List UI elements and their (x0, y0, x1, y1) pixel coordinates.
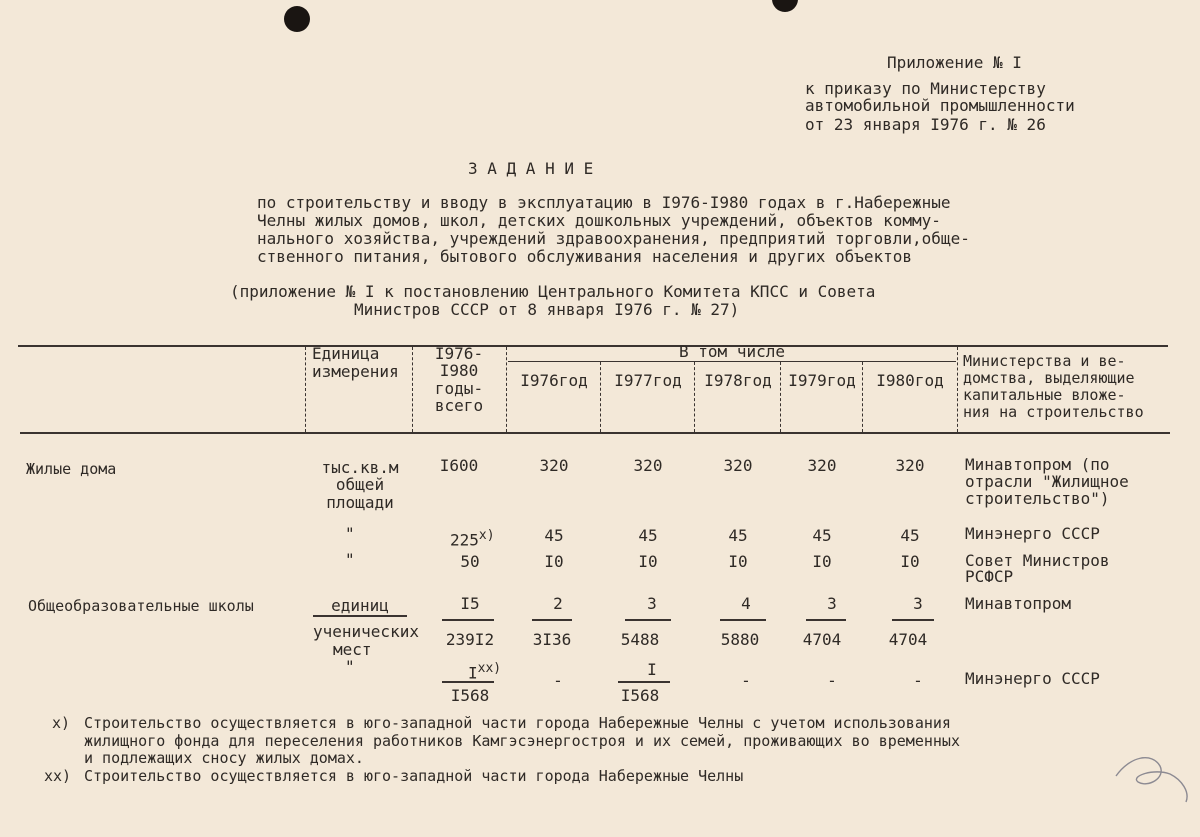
footnote-ref: xx) (477, 661, 502, 676)
document-heading: З А Д А Н И Е (468, 159, 594, 178)
ministry-header: ния на строительство (963, 403, 1144, 421)
year-cell: 4704 (888, 630, 928, 649)
column-divider (600, 362, 601, 432)
column-divider (305, 347, 306, 432)
year-cell: 3 (647, 594, 657, 613)
year-cell: 3I36 (532, 630, 572, 649)
total-cell: 239I2 (445, 630, 495, 649)
order-line: автомобильной промышленности (805, 96, 1075, 115)
unit-header: Единица (312, 344, 380, 363)
unit-cell: тыс.кв.м (321, 458, 399, 477)
column-divider (862, 362, 863, 432)
ministry-header: капитальные вложе- (963, 386, 1126, 404)
punch-hole (284, 6, 310, 32)
year-cell: I0 (544, 552, 564, 571)
underline (313, 615, 407, 617)
underline (532, 619, 572, 621)
ministry-cell: Совет Министров (965, 551, 1110, 570)
year-cell: 5880 (720, 630, 760, 649)
row-label-schools: Общеобразовательные школы (28, 597, 254, 615)
year-cell: 3 (827, 594, 837, 613)
year-cell: I0 (812, 552, 832, 571)
year-cell: - (553, 671, 563, 690)
year-cell: I (647, 660, 657, 679)
year-header-1980: I980год (876, 371, 944, 390)
handwritten-mark (1108, 748, 1196, 808)
unit-cell: единиц (331, 596, 389, 615)
year-cell: 3 (913, 594, 923, 613)
ministry-header: домства, выделяющие (963, 369, 1135, 387)
total-header: всего (434, 396, 484, 415)
underline (618, 681, 670, 683)
unit-cell: ученических (313, 622, 419, 641)
underline (625, 619, 671, 621)
ministry-cell: Минавтопром (965, 594, 1071, 613)
year-cell: 45 (728, 526, 748, 545)
ministry-cell: Минэнерго СССР (965, 524, 1100, 543)
year-cell: 4 (741, 594, 751, 613)
total-cell: I5 (460, 594, 480, 613)
group-header: В том числе (679, 342, 785, 361)
unit-cell: площади (326, 493, 394, 512)
year-cell: - (913, 671, 923, 690)
ministry-cell: строительство") (965, 489, 1110, 508)
title-line: по строительству и вводу в эксплуатацию в I976-I980 годах в г.Набережные (257, 193, 951, 212)
group-rule (508, 361, 956, 362)
year-cell: 4704 (802, 630, 842, 649)
footnote-line: Строительство осуществляется в юго-западной части города Набережные Челны (84, 767, 744, 785)
title-line: нального хозяйства, учреждений здравоохранения, предприятий торговли,обще- (257, 229, 970, 248)
underline (806, 619, 846, 621)
year-cell: 45 (812, 526, 832, 545)
underline (892, 619, 934, 621)
column-divider (780, 362, 781, 432)
total-header: годы- (434, 379, 484, 398)
year-header-1976: I976год (520, 371, 588, 390)
reference-line: (приложение № I к постановлению Центрального Комитета КПСС и Совета (230, 282, 876, 301)
unit-cell: общей (335, 475, 385, 494)
punch-hole (772, 0, 798, 12)
year-header-1979: I979год (788, 371, 856, 390)
footnote-line: и подлежащих сносу жилых домах. (84, 749, 364, 767)
year-cell: - (741, 671, 751, 690)
footnote-line: Строительство осуществляется в юго-западной части города Набережные Челны с учетом использования (84, 714, 951, 732)
appendix-label: Приложение № I (887, 53, 1022, 72)
year-cell: I0 (728, 552, 748, 571)
footnote-line: жилищного фонда для переселения работников Камгэсэнергостроя и их семей, проживающих во временных (84, 732, 960, 750)
year-cell: 2 (553, 594, 563, 613)
year-header-1978: I978год (704, 371, 772, 390)
year-cell: 320 (895, 456, 925, 475)
ministry-header: Министерства и ве- (963, 352, 1126, 370)
ministry-cell: Минавтопром (по (965, 455, 1110, 474)
underline (442, 619, 494, 621)
year-cell: 45 (900, 526, 920, 545)
underline (720, 619, 766, 621)
column-divider (957, 347, 958, 432)
total-cell: I600 (439, 456, 479, 475)
ditto-mark: " (345, 550, 355, 569)
column-divider (694, 362, 695, 432)
underline (442, 681, 494, 683)
title-line: ственного питания, бытового обслуживания населения и других объектов (257, 247, 913, 266)
header-bottom-rule (20, 432, 1170, 434)
total-header: I980 (439, 361, 479, 380)
ministry-cell: отрасли "Жилищное (965, 472, 1129, 491)
year-cell: I568 (620, 686, 660, 705)
year-cell: I0 (900, 552, 920, 571)
column-divider (506, 347, 507, 432)
reference-line: Министров СССР от 8 января I976 г. № 27) (354, 300, 740, 319)
year-cell: 5488 (620, 630, 660, 649)
year-cell: 45 (638, 526, 658, 545)
unit-header: измерения (312, 362, 399, 381)
year-header-1977: I977год (614, 371, 682, 390)
year-cell: I0 (638, 552, 658, 571)
total-header: I976- (434, 344, 484, 363)
total-cell: $I^{xx)}$ (468, 661, 502, 683)
total-cell: 225$^{x)}$ (450, 528, 495, 550)
year-cell: - (827, 671, 837, 690)
ministry-cell: РСФСР (965, 567, 1014, 586)
year-cell: 320 (723, 456, 753, 475)
order-line: от 23 января I976 г. № 26 (805, 115, 1046, 134)
total-cell: I568 (450, 686, 490, 705)
unit-cell: мест (333, 640, 372, 659)
year-cell: 320 (807, 456, 837, 475)
ministry-cell: Минэнерго СССР (965, 669, 1100, 688)
ditto-mark: " (345, 524, 355, 543)
total-cell: 50 (460, 552, 480, 571)
order-line: к приказу по Министерству (805, 79, 1046, 98)
footnote-mark: x) (52, 714, 71, 732)
year-cell: 320 (539, 456, 569, 475)
ditto-mark: " (345, 657, 355, 676)
title-line: Челны жилых домов, школ, детских дошкольных учреждений, объектов комму- (257, 211, 941, 230)
year-cell: 45 (544, 526, 564, 545)
footnote-ref: x) (478, 528, 495, 543)
year-cell: 320 (633, 456, 663, 475)
footnote-mark: xx) (44, 767, 72, 785)
column-divider (412, 347, 413, 432)
row-label-housing: Жилые дома (26, 460, 117, 478)
